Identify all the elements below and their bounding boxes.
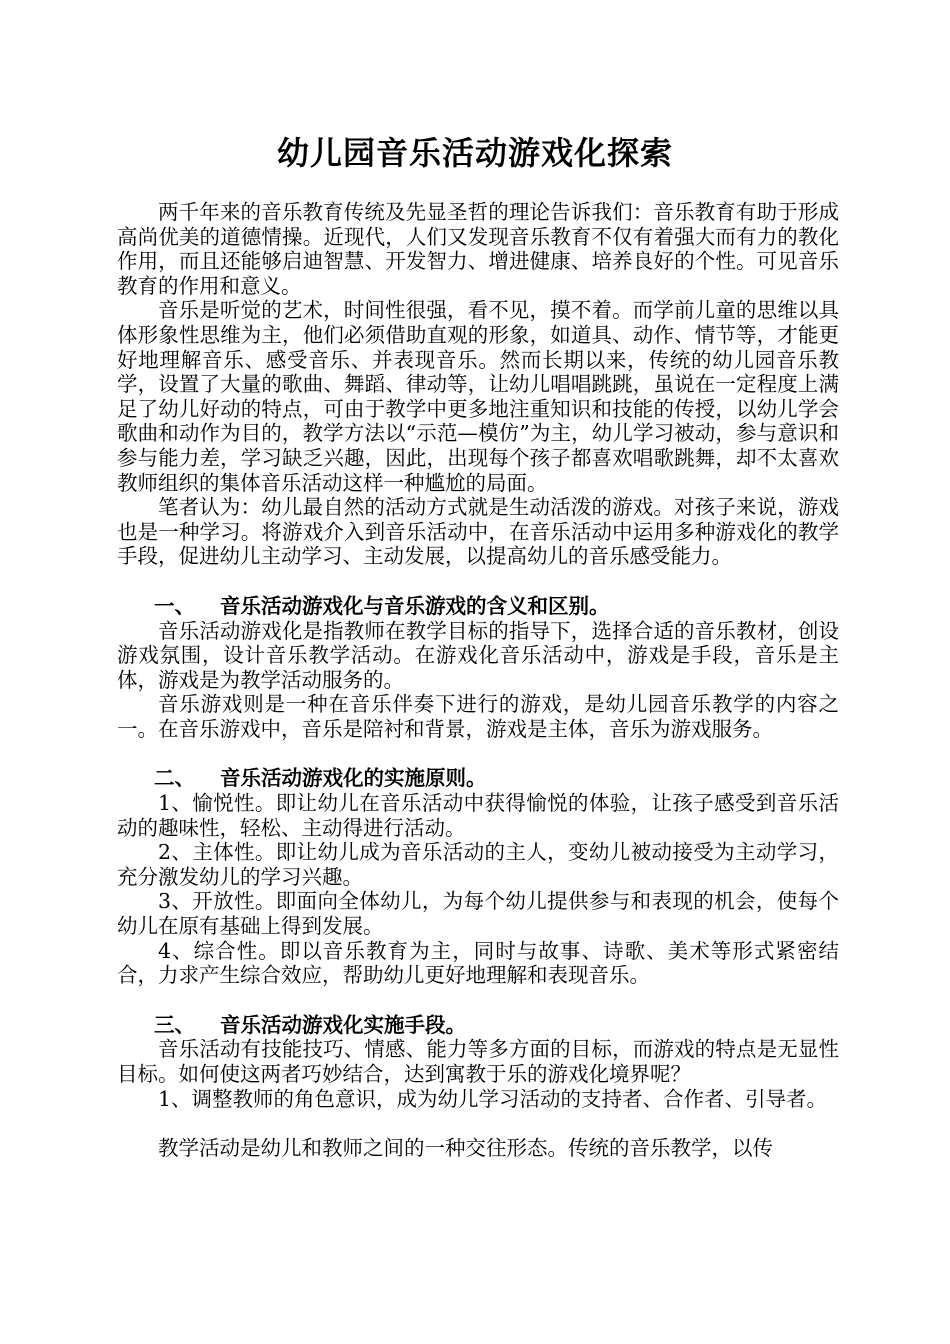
document-body [117, 200, 839, 1160]
paragraph-spacer [117, 1111, 839, 1136]
section-paragraph: 音乐游戏则是一种在音乐伴奏下进行的游戏，是幼儿园音乐教学的内容之一。在音乐游戏中，音乐是陪衬和背景，游戏是主体，音乐为游戏服务。 [117, 692, 839, 741]
intro-paragraph: 两千年来的音乐教育传统及先显圣哲的理论告诉我们：音乐教育有助于形成高尚优美的道德情操。近现代，人们又发现音乐教育不仅有着强大而有力的教化作用，而且还能够启迪智慧、开发智力、增进健康、培养良好的个性。可见音乐教育的作用和意义。 [117, 200, 839, 298]
section-number: 一、 [154, 593, 195, 618]
section-heading [117, 594, 839, 619]
section-heading-text: 音乐活动游戏化与音乐游戏的含义和区别。 [220, 593, 610, 618]
section-heading [117, 1013, 839, 1038]
section-paragraph: 2、主体性。即让幼儿成为音乐活动的主人，变幼儿被动接受为主动学习，充分激发幼儿的学习兴趣。 [117, 840, 839, 889]
section-heading [117, 766, 839, 791]
section-paragraph: 1、调整教师的角色意识，成为幼儿学习活动的支持者、合作者、引导者。 [158, 1086, 828, 1111]
section-paragraph: 教学活动是幼儿和教师之间的一种交往形态。传统的音乐教学，以传 [158, 1135, 773, 1160]
intro-paragraph: 笔者认为：幼儿最自然的活动方式就是生动活泼的游戏。对孩子来说，游戏也是一种学习。将游戏介入到音乐活动中，在音乐活动中运用多种游戏化的教学手段，促进幼儿主动学习、主动发展，以提高幼儿的音乐感受能力。 [117, 495, 839, 569]
section-heading-text: 音乐活动游戏化实施手段。 [220, 1012, 466, 1037]
section-paragraph: 1、愉悦性。即让幼儿在音乐活动中获得愉悦的体验，让孩子感受到音乐活动的趣味性，轻松、主动得进行活动。 [117, 791, 839, 840]
section-paragraph: 3、开放性。即面向全体幼儿，为每个幼儿提供参与和表现的机会，使每个幼儿在原有基础上得到发展。 [117, 889, 839, 939]
intro-paragraph: 音乐是听觉的艺术，时间性很强，看不见，摸不着。而学前儿童的思维以具体形象性思维为主，他们必须借助直观的形象，如道具、动作、情节等，才能更好地理解音乐、感受音乐、并表现音乐。然而长期以来，传统的幼儿园音乐教学，设置了大量的歌曲、舞蹈、律动等，让幼儿唱唱跳跳，虽说在一定程度上满足了幼儿好动的特点，可由于教学中更多地注重知识和技能的传授，以幼儿学会歌曲和动作为目的，教学方法以“示范—模仿”为主，幼儿学习被动，参与意识和参与能力差，学习缺乏兴趣，因此，出现每个孩子都喜欢唱歌跳舞，却不太喜欢教师组织的集体音乐活动这样一种尴尬的局面。 [117, 298, 839, 495]
section-number: 三、 [154, 1012, 195, 1037]
section-paragraph: 4、综合性。即以音乐教育为主，同时与故事、诗歌、美术等形式紧密结合，力求产生综合效应，帮助幼儿更好地理解和表现音乐。 [117, 938, 839, 988]
section-heading-text: 音乐活动游戏化的实施原则。 [220, 766, 487, 791]
section-paragraph: 音乐活动游戏化是指教师在教学目标的指导下，选择合适的音乐教材，创设游戏氛围，设计音乐教学活动。在游戏化音乐活动中，游戏是手段，音乐是主体，游戏是为教学活动服务的。 [117, 618, 839, 692]
document-title: 幼儿园音乐活动游戏化探索 [276, 134, 673, 172]
section-number: 二、 [154, 766, 195, 791]
section-paragraph: 音乐活动有技能技巧、情感、能力等多方面的目标，而游戏的特点是无显性目标。如何使这两者巧妙结合，达到寓教于乐的游戏化境界呢？ [117, 1037, 839, 1086]
